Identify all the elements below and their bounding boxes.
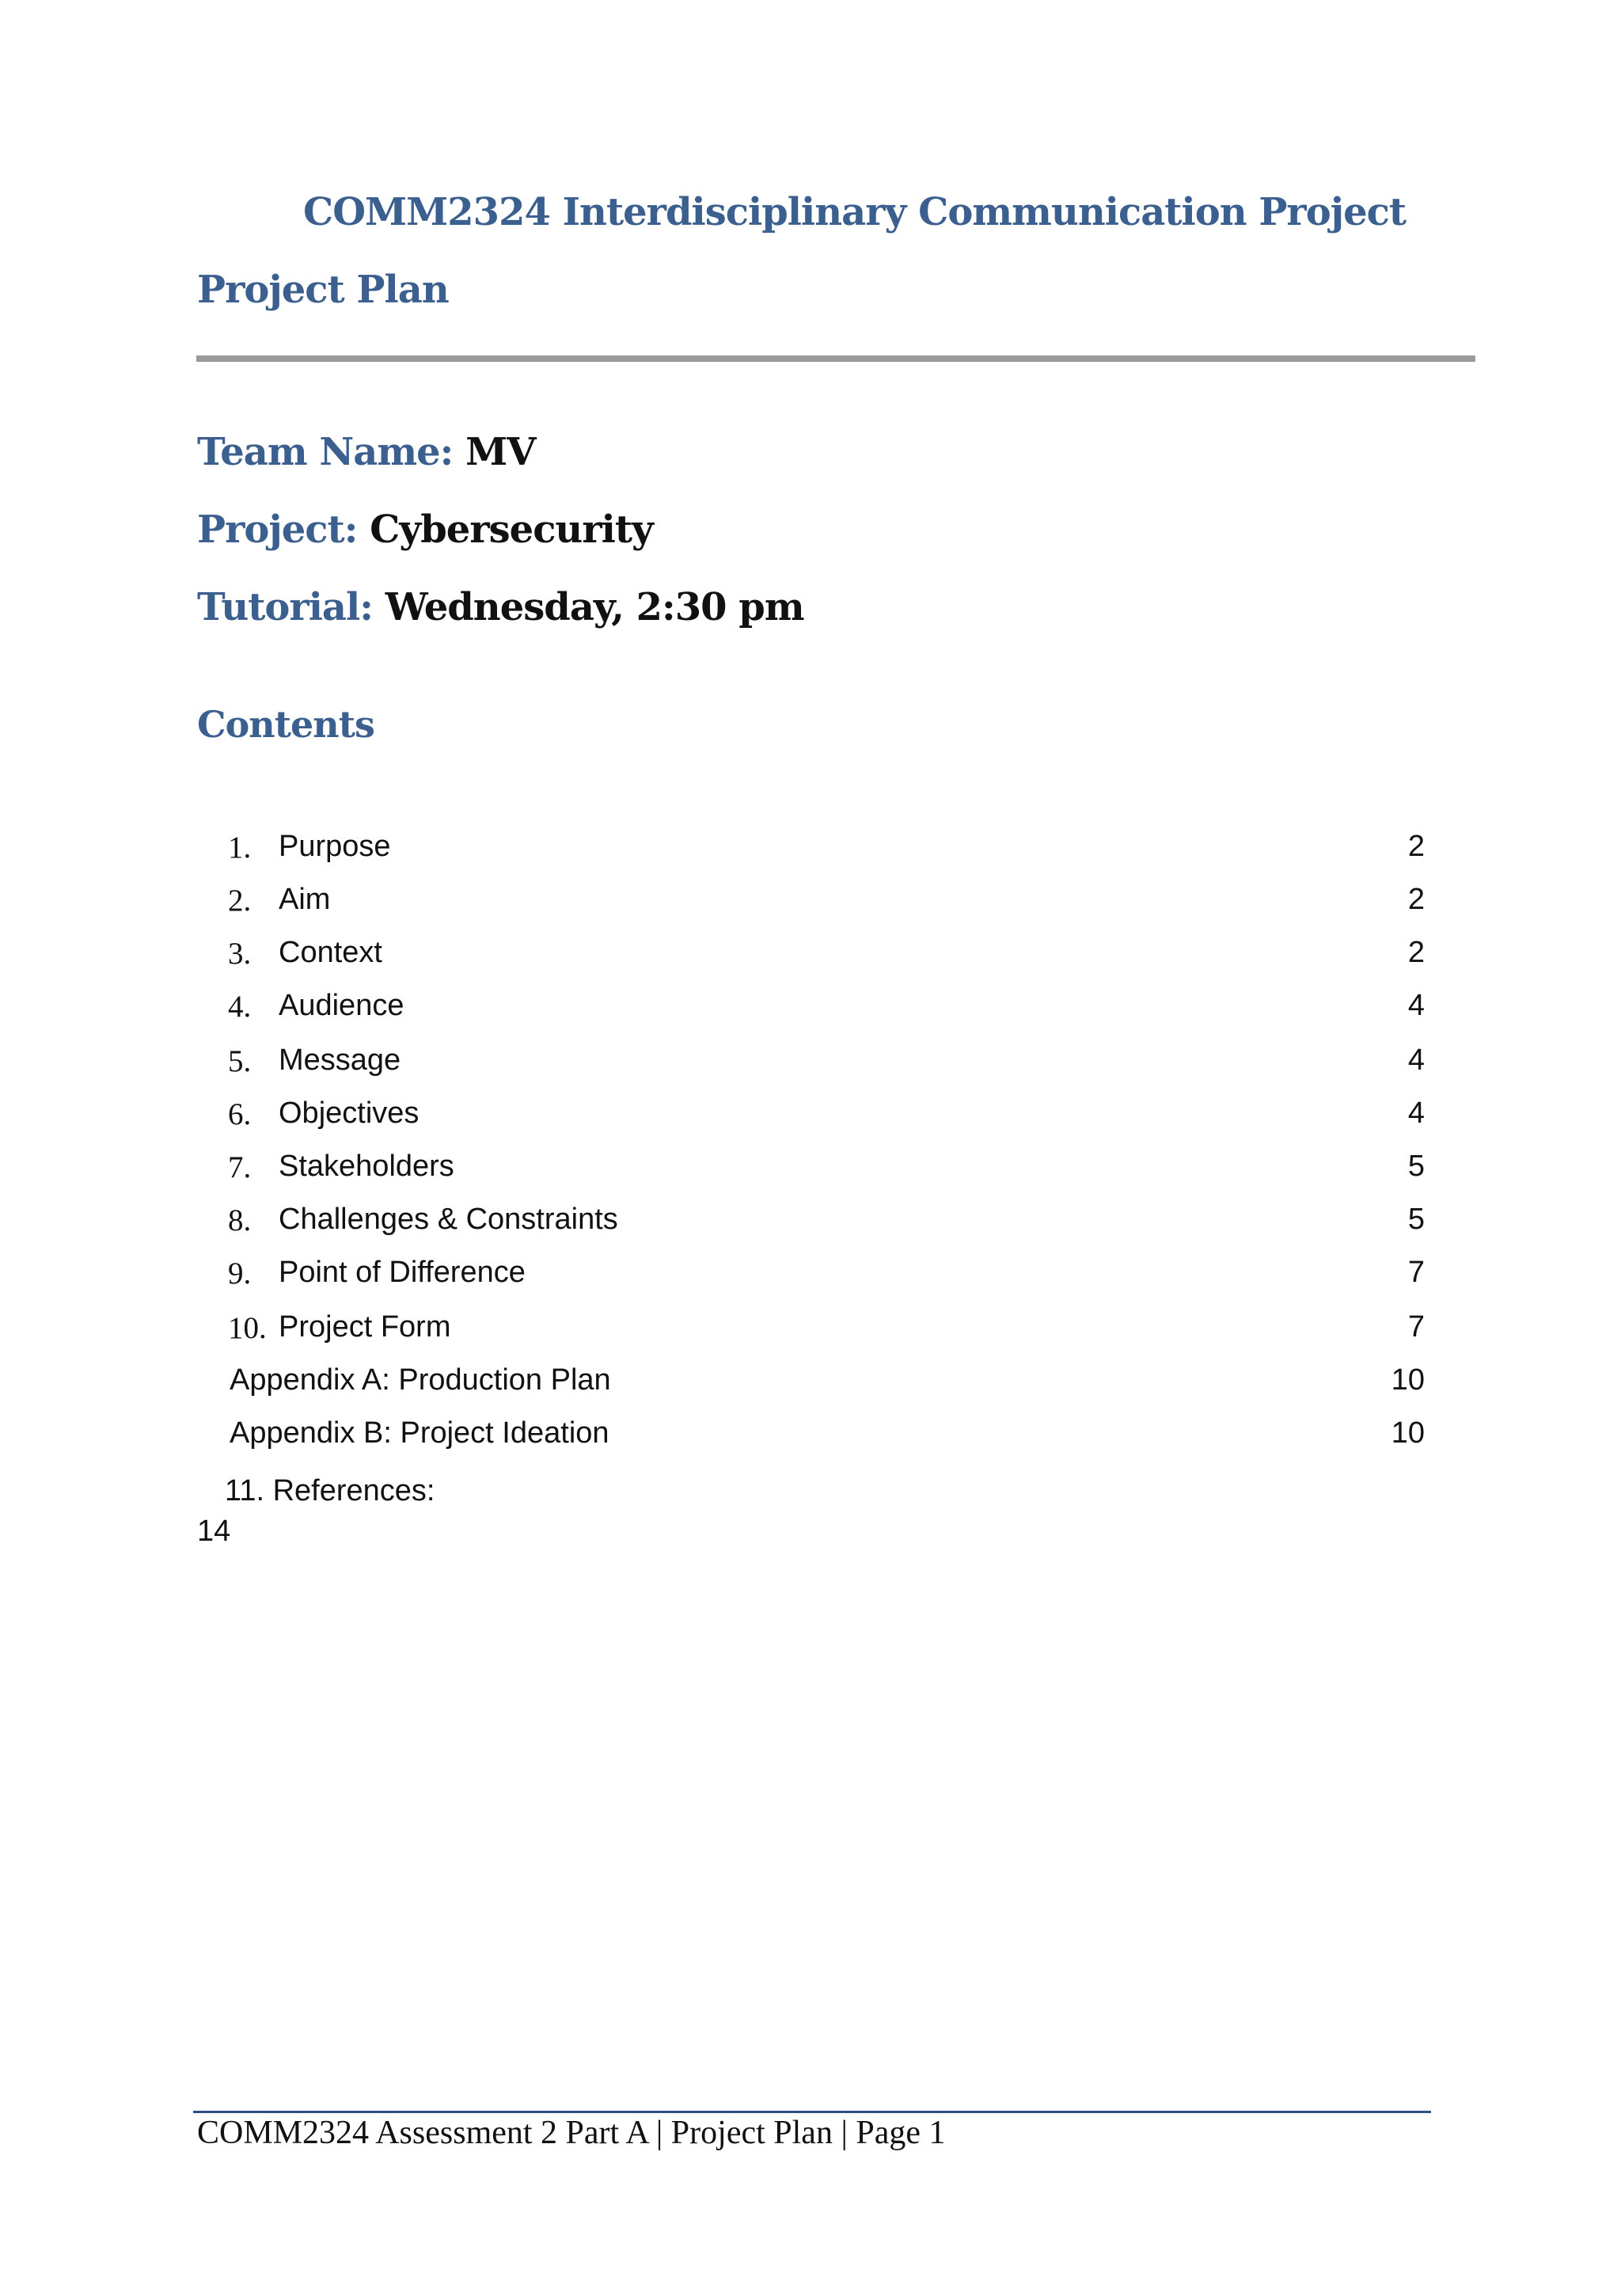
toc-entry-page: 2 [1407,936,1425,969]
toc-entry-title: Appendix B: Project Ideation [230,1416,609,1450]
toc-entry-page: 5 [1407,1203,1425,1236]
tutorial-line [197,585,804,629]
toc-entry-title: Appendix A: Production Plan [230,1363,611,1397]
toc-entry[interactable] [0,1043,1621,1091]
toc-entry-number: 8. [228,1203,252,1237]
team-name-value: MV [465,430,536,474]
toc-entry-title: Stakeholders [279,1150,454,1183]
toc-entry-page: 10 [1391,1363,1425,1397]
toc-entry-page: 2 [1407,883,1425,916]
toc-entry-title: Aim [279,883,331,916]
toc-entry-title: Project Form [279,1310,451,1344]
tutorial-value: Wednesday, 2:30 pm [385,585,804,629]
toc-entry-number: 6. [228,1097,252,1131]
toc-entry-page: 4 [1407,1043,1425,1077]
toc-entry-number: 2. [228,884,252,918]
toc-entry-page: 5 [1407,1150,1425,1183]
toc-entry-title: Context [279,936,382,969]
toc-entry-title: Message [279,1043,401,1077]
page-footer: COMM2324 Assessment 2 Part A | Project Plan | Page 1 [197,2115,946,2151]
toc-entry[interactable] [0,1310,1621,1358]
toc-entry-page: 4 [1407,989,1425,1022]
toc-entry-page: 2 [1407,830,1425,863]
toc-entry-page: 10 [1391,1416,1425,1450]
tutorial-label: Tutorial: [197,585,373,629]
team-name-line [197,430,535,474]
toc-entry-title: Purpose [279,830,391,863]
toc-entry-number: 7. [228,1150,252,1184]
toc-entry-title: Audience [279,989,404,1022]
contents-heading: Contents [197,703,374,746]
toc-references-page: 14 [197,1515,231,1548]
toc-entry-number: 5. [228,1044,252,1078]
toc-entry[interactable] [0,1256,1621,1303]
toc-entry[interactable] [0,1203,1621,1250]
project-value: Cybersecurity [370,507,653,552]
toc-entry[interactable] [0,883,1621,930]
toc-entry[interactable] [0,989,1621,1036]
toc-entry-title: Point of Difference [279,1256,526,1289]
toc-entry-number: 1. [228,831,252,865]
toc-entry-page: 7 [1407,1256,1425,1289]
team-name-label: Team Name: [197,430,454,474]
project-line [197,507,653,552]
toc-entry-number: 10. [228,1311,267,1345]
toc-entry-number: 9. [228,1256,252,1291]
toc-references-title[interactable]: 11. References: [225,1474,435,1507]
title-divider [196,355,1475,362]
toc-entry-number: 3. [228,937,252,971]
toc-entry-page: 4 [1407,1097,1425,1130]
toc-entry[interactable] [0,936,1621,983]
toc-entry[interactable] [0,1363,1621,1411]
toc-entry-page: 7 [1407,1310,1425,1344]
toc-entry[interactable] [0,1150,1621,1197]
toc-entry-title: Objectives [279,1097,419,1130]
footer-divider [193,2111,1431,2113]
toc-entry[interactable] [0,1097,1621,1144]
project-label: Project: [197,507,358,552]
toc-entry-number: 4. [228,990,252,1024]
toc-entry[interactable] [0,1416,1621,1464]
document-subtitle: Project Plan [197,268,449,312]
document-title: COMM2324 Interdisciplinary Communication Project [303,190,1407,234]
toc-entry[interactable] [0,830,1621,877]
toc-entry-title: Challenges & Constraints [279,1203,618,1236]
